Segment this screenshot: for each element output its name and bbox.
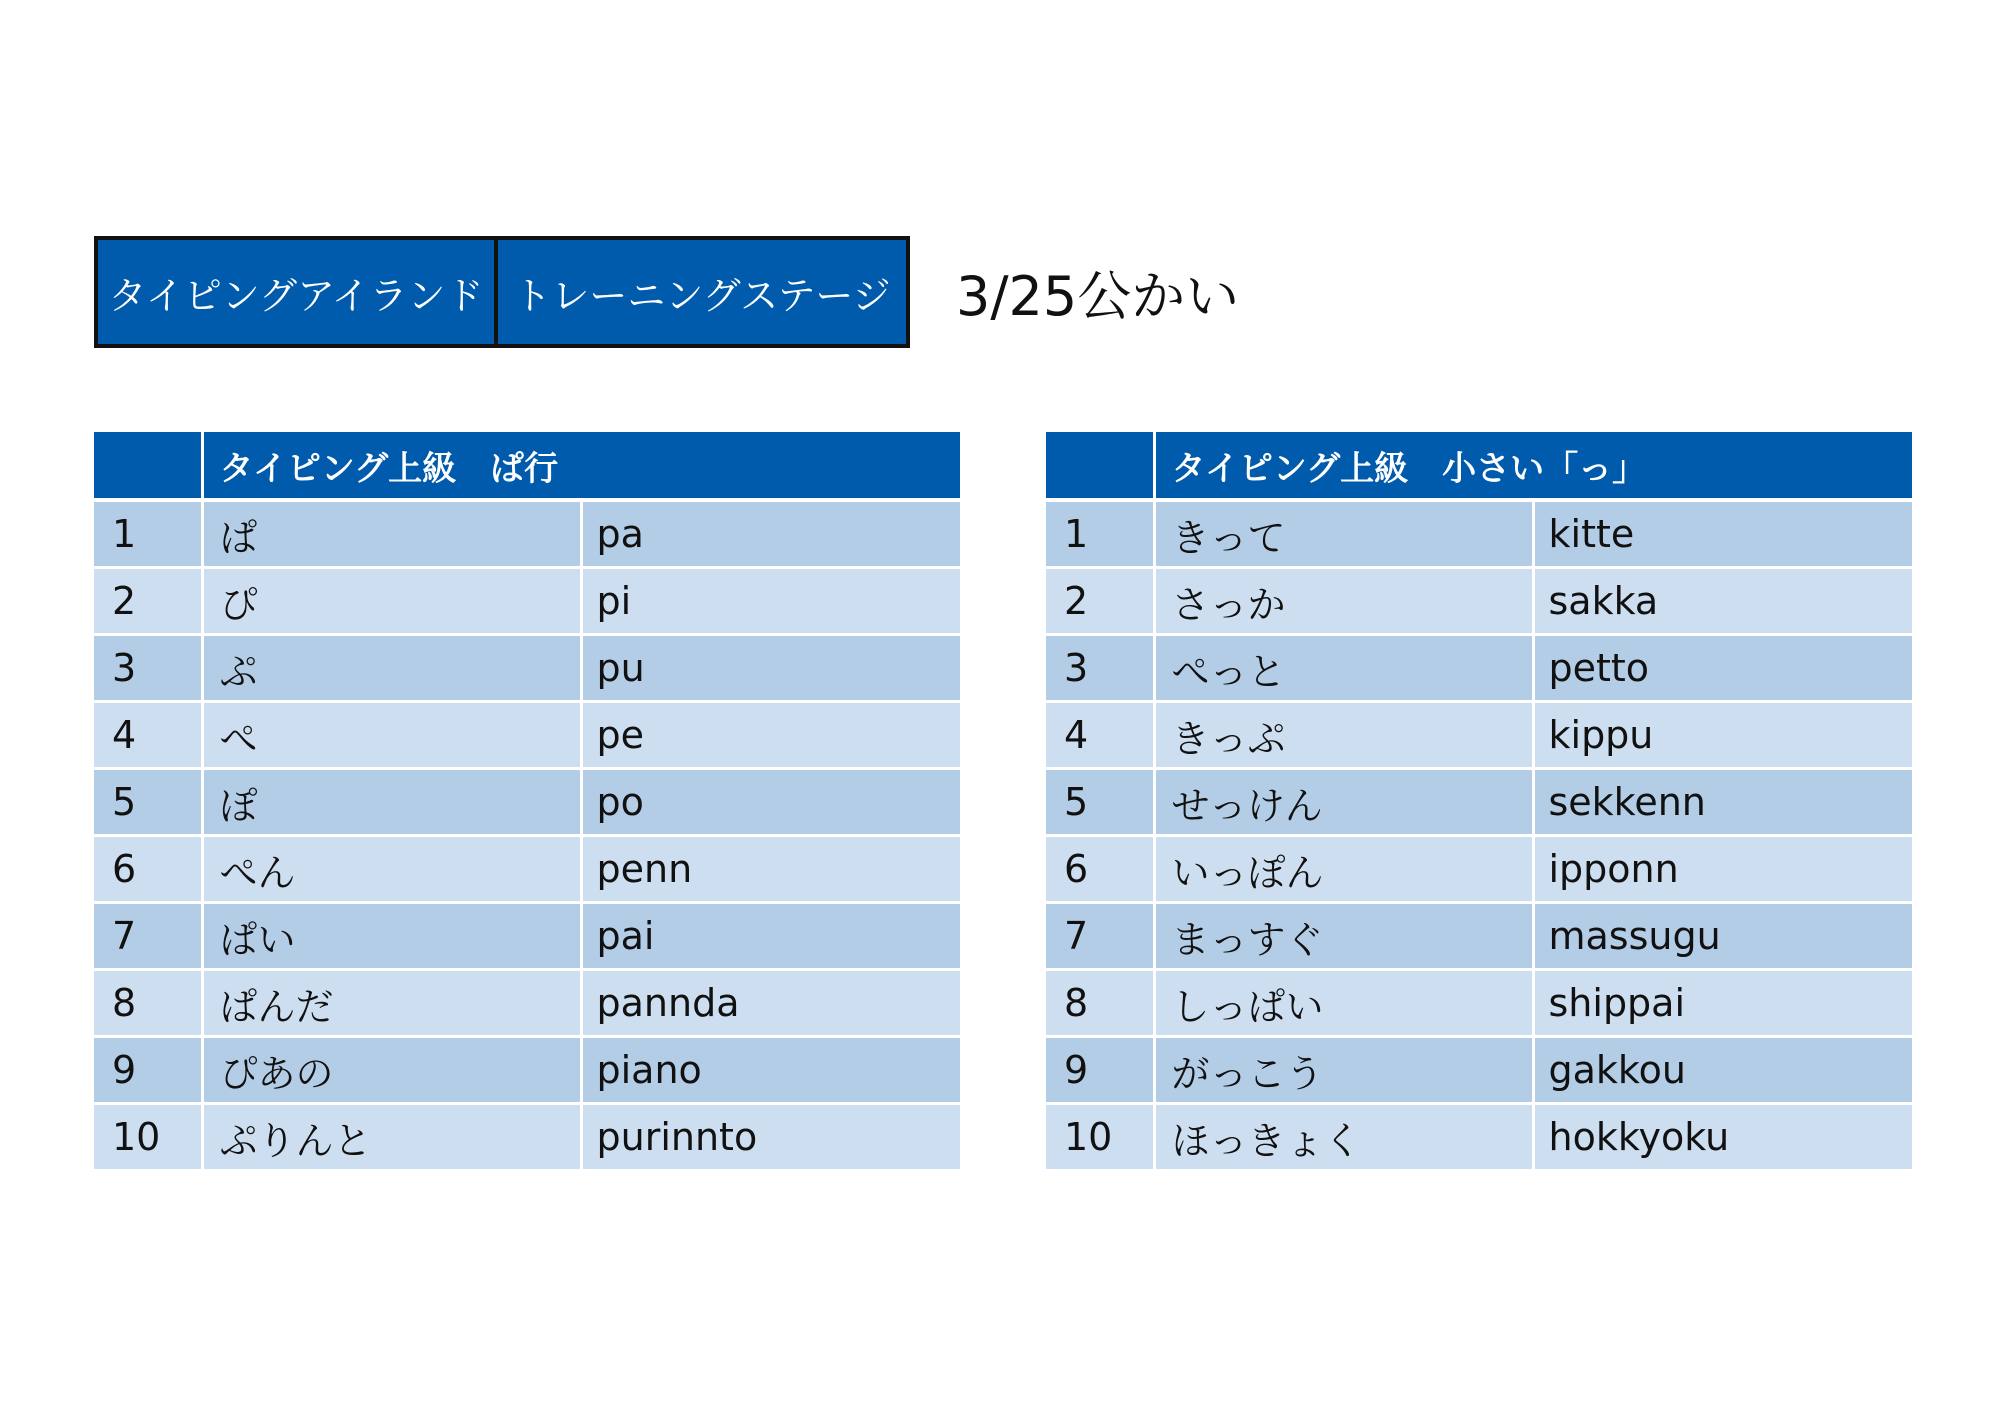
table-row <box>94 970 960 1037</box>
table-row <box>94 702 960 769</box>
romaji-cell: pa <box>581 500 960 568</box>
romaji-cell: gakkou <box>1533 1037 1912 1104</box>
romaji-cell: purinnto <box>581 1104 960 1171</box>
romaji-cell: piano <box>581 1037 960 1104</box>
kana-cell: さっか <box>1154 568 1533 635</box>
kana-cell: ほっきょく <box>1154 1104 1533 1171</box>
kana-cell: まっすぐ <box>1154 903 1533 970</box>
romaji-cell: pai <box>581 903 960 970</box>
table-row <box>1046 769 1912 836</box>
table-header-row <box>94 432 960 500</box>
romaji-cell: massugu <box>1533 903 1912 970</box>
row-number: 10 <box>94 1104 202 1171</box>
kana-cell: ぷ <box>202 635 581 702</box>
table-row <box>94 635 960 702</box>
row-number: 6 <box>94 836 202 903</box>
table-header-row <box>1046 432 1912 500</box>
tag-training-stage: トレーニングステージ <box>498 240 906 344</box>
row-number: 3 <box>94 635 202 702</box>
kana-cell: ぺっと <box>1154 635 1533 702</box>
row-number: 5 <box>1046 769 1154 836</box>
table-header-number <box>94 432 202 500</box>
header-row <box>94 236 1239 348</box>
kana-cell: がっこう <box>1154 1037 1533 1104</box>
table-row <box>1046 635 1912 702</box>
kana-cell: ぱい <box>202 903 581 970</box>
romaji-cell: penn <box>581 836 960 903</box>
row-number: 8 <box>1046 970 1154 1037</box>
table-row <box>1046 836 1912 903</box>
romaji-cell: pe <box>581 702 960 769</box>
romaji-cell: kippu <box>1533 702 1912 769</box>
romaji-cell: pi <box>581 568 960 635</box>
table-row <box>1046 568 1912 635</box>
romaji-cell: pannda <box>581 970 960 1037</box>
table-row <box>1046 500 1912 568</box>
kana-cell: きって <box>1154 500 1533 568</box>
romaji-cell: sekkenn <box>1533 769 1912 836</box>
row-number: 5 <box>94 769 202 836</box>
table-body <box>1046 500 1912 1171</box>
romaji-cell: hokkyoku <box>1533 1104 1912 1171</box>
row-number: 8 <box>94 970 202 1037</box>
kana-cell: せっけん <box>1154 769 1533 836</box>
row-number: 9 <box>94 1037 202 1104</box>
row-number: 6 <box>1046 836 1154 903</box>
row-number: 4 <box>94 702 202 769</box>
row-number: 9 <box>1046 1037 1154 1104</box>
romaji-cell: sakka <box>1533 568 1912 635</box>
table-row <box>1046 1104 1912 1171</box>
table-row <box>94 769 960 836</box>
kana-cell: ぱんだ <box>202 970 581 1037</box>
romaji-cell: shippai <box>1533 970 1912 1037</box>
title-tag-box <box>94 236 910 348</box>
row-number: 7 <box>1046 903 1154 970</box>
table-title: タイピング上級 小さい「っ」 <box>1154 432 1912 500</box>
table-row <box>94 836 960 903</box>
table-row <box>1046 903 1912 970</box>
row-number: 1 <box>1046 500 1154 568</box>
row-number: 2 <box>94 568 202 635</box>
table-header-number <box>1046 432 1154 500</box>
kana-cell: ぴあの <box>202 1037 581 1104</box>
romaji-cell: ipponn <box>1533 836 1912 903</box>
table-row <box>94 1037 960 1104</box>
table-row <box>94 500 960 568</box>
kana-cell: しっぱい <box>1154 970 1533 1037</box>
table-row <box>94 568 960 635</box>
kana-cell: ぱ <box>202 500 581 568</box>
row-number: 3 <box>1046 635 1154 702</box>
kana-cell: ぺ <box>202 702 581 769</box>
row-number: 1 <box>94 500 202 568</box>
kana-cell: ぽ <box>202 769 581 836</box>
table-title: タイピング上級 ぱ行 <box>202 432 960 500</box>
kana-cell: ぺん <box>202 836 581 903</box>
kana-cell: きっぷ <box>1154 702 1533 769</box>
table-row <box>94 1104 960 1171</box>
table-row <box>1046 970 1912 1037</box>
romaji-cell: kitte <box>1533 500 1912 568</box>
romaji-cell: po <box>581 769 960 836</box>
tag-typing-island: タイピングアイランド <box>98 240 498 344</box>
table-row <box>1046 1037 1912 1104</box>
romaji-cell: pu <box>581 635 960 702</box>
release-date: 3/25公かい <box>956 264 1240 328</box>
lesson-table-pa-row <box>94 432 960 1172</box>
row-number: 2 <box>1046 568 1154 635</box>
row-number: 4 <box>1046 702 1154 769</box>
romaji-cell: petto <box>1533 635 1912 702</box>
kana-cell: ぷりんと <box>202 1104 581 1171</box>
lesson-table-small-tsu <box>1046 432 1912 1172</box>
kana-cell: ぴ <box>202 568 581 635</box>
row-number: 10 <box>1046 1104 1154 1171</box>
table-body <box>94 500 960 1171</box>
table-row <box>1046 702 1912 769</box>
kana-cell: いっぽん <box>1154 836 1533 903</box>
table-row <box>94 903 960 970</box>
row-number: 7 <box>94 903 202 970</box>
